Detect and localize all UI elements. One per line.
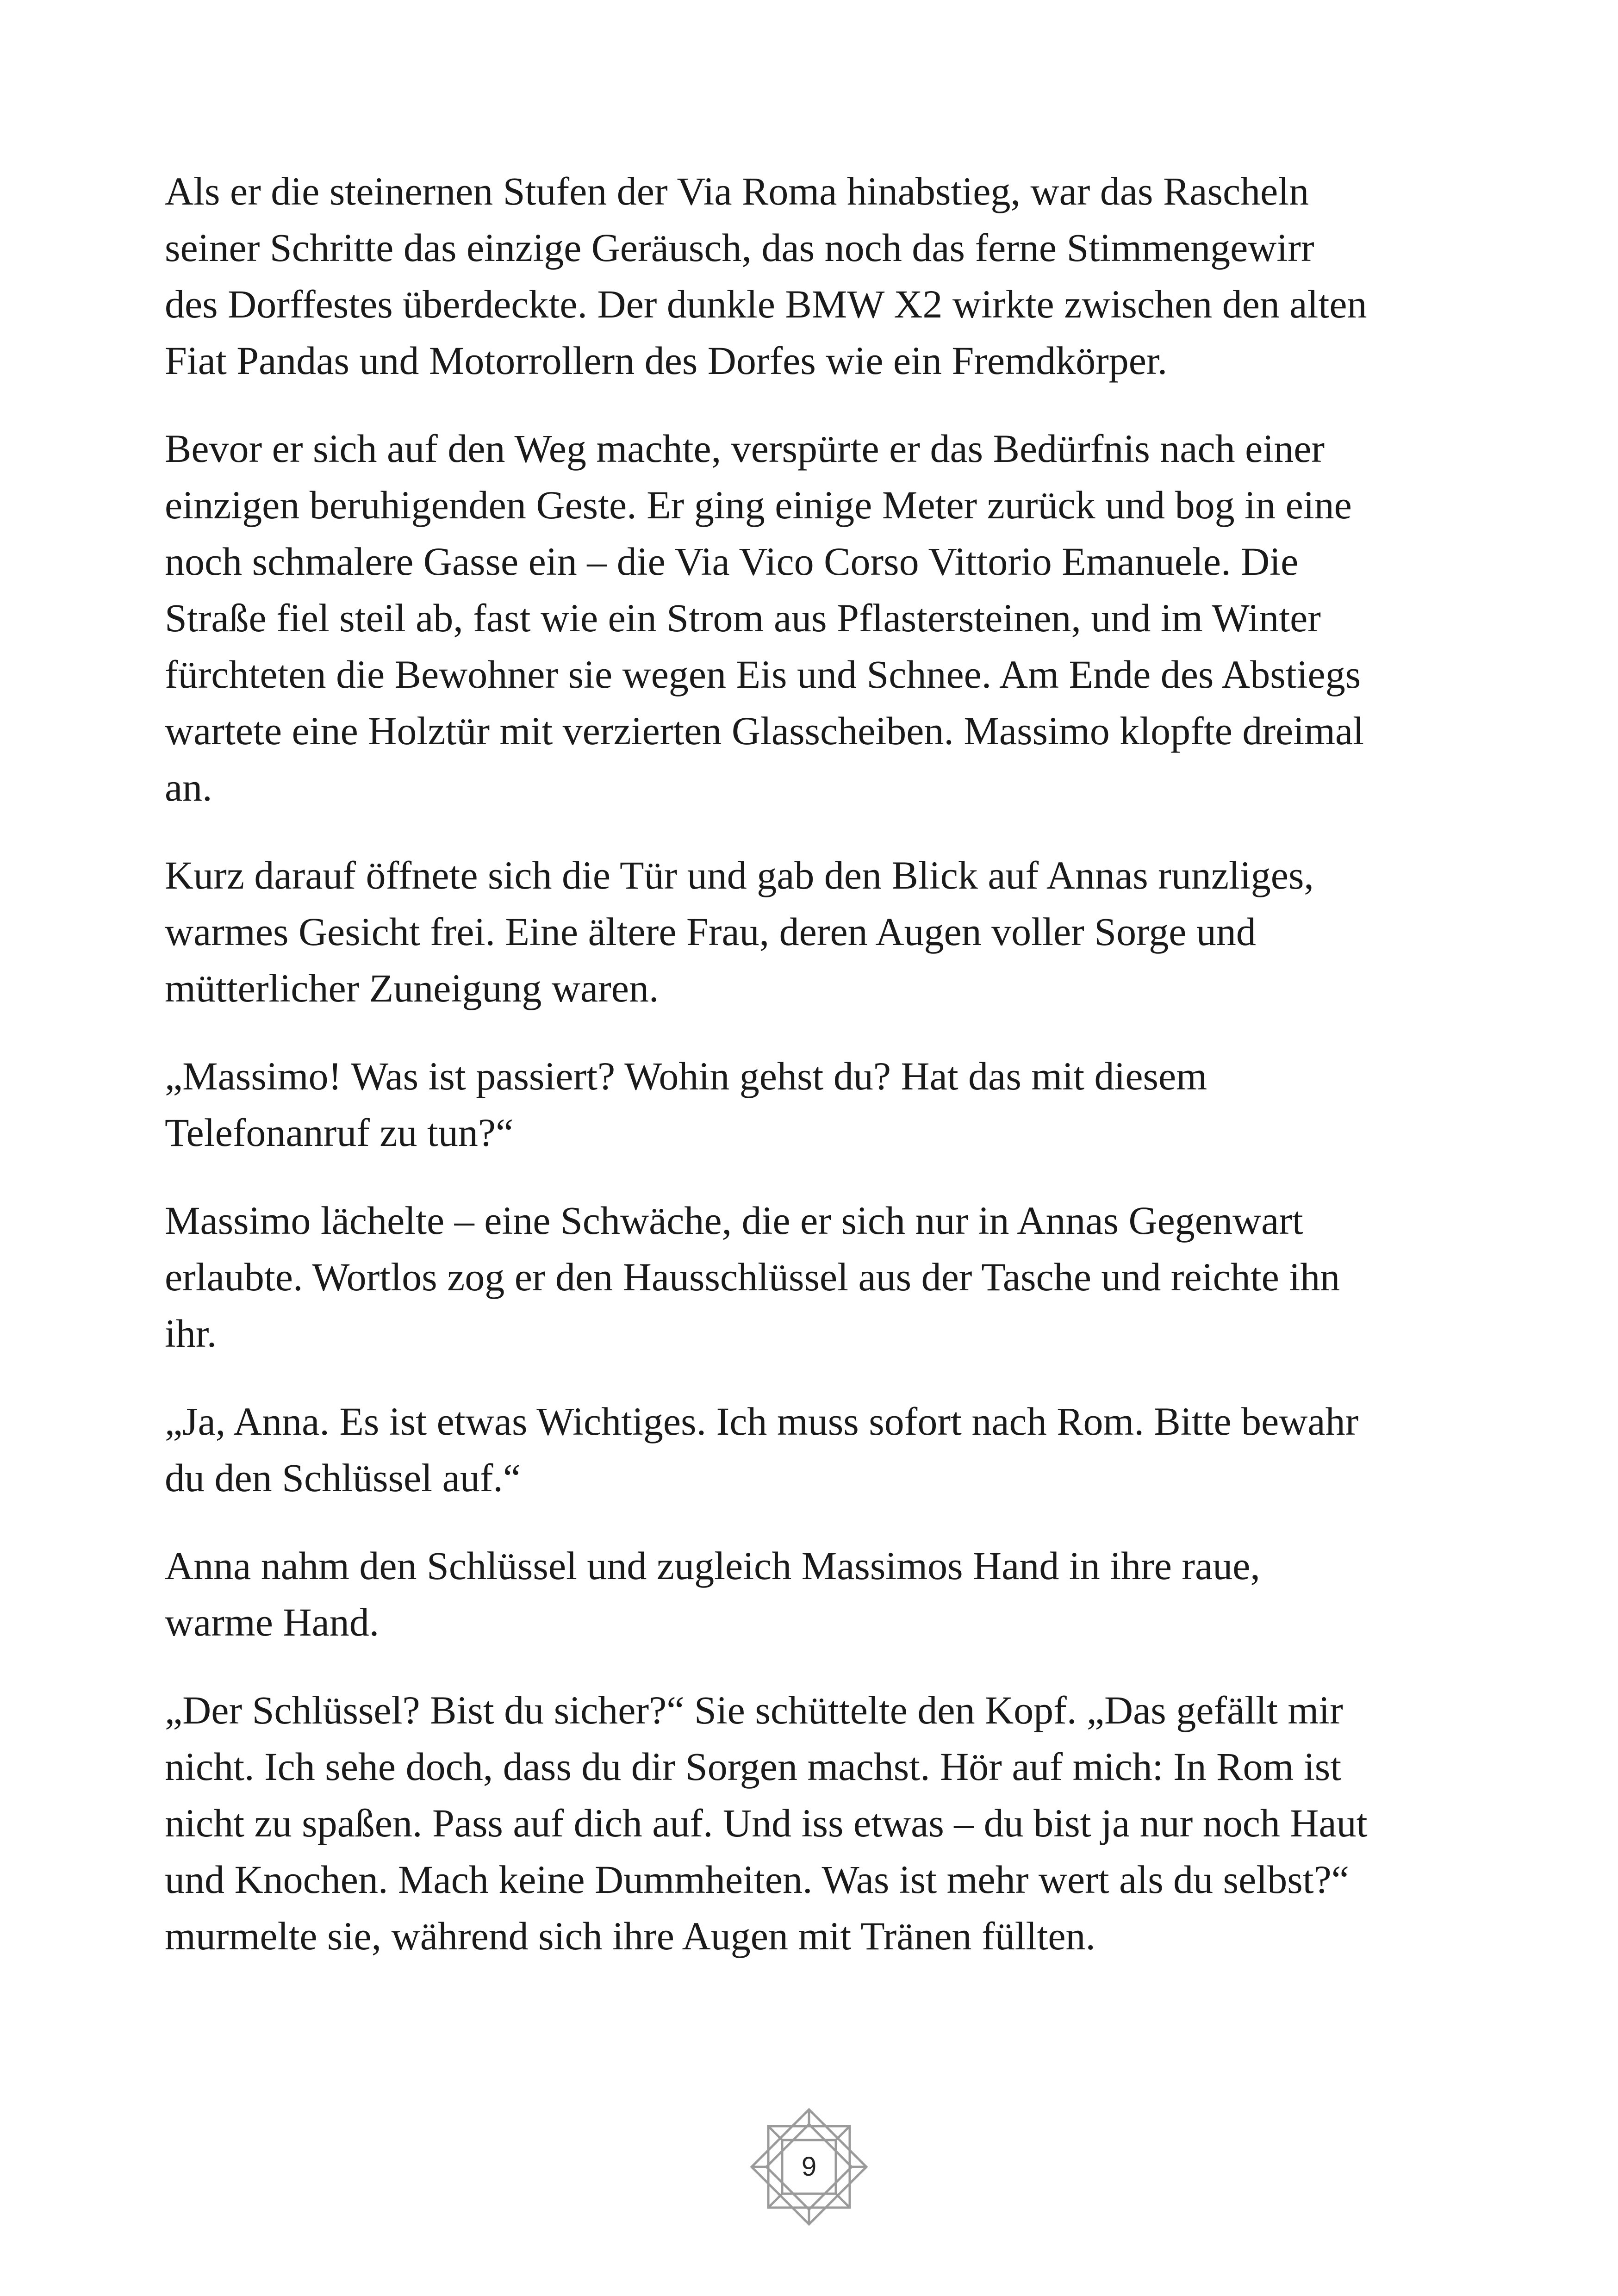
page-footer	[748, 2106, 870, 2228]
paragraph	[165, 1537, 1461, 1650]
text-line: nicht. Ich sehe doch, dass du dir Sorgen machst. Hör auf mich: In Rom ist	[165, 1744, 1342, 1789]
text-line: Als er die steinernen Stufen der Via Roma hinabstieg, war das Rascheln	[165, 169, 1309, 213]
text-line: Bevor er sich auf den Weg machte, verspürte er das Bedürfnis nach einer	[165, 426, 1325, 471]
text-line: warme Hand.	[165, 1600, 380, 1644]
text-line: warmes Gesicht frei. Eine ältere Frau, deren Augen voller Sorge und	[165, 909, 1256, 954]
text-line: und Knochen. Mach keine Dummheiten. Was ist mehr wert als du selbst?“	[165, 1857, 1349, 1902]
text-line: einzigen beruhigenden Geste. Er ging einige Meter zurück und bog in eine	[165, 483, 1352, 527]
paragraph	[165, 847, 1461, 1016]
paragraph	[165, 420, 1461, 815]
text-line: seiner Schritte das einzige Geräusch, das noch das ferne Stimmengewirr	[165, 225, 1314, 270]
text-line: Massimo lächelte – eine Schwäche, die er sich nur in Annas Gegenwart	[165, 1198, 1303, 1243]
text-line: „Der Schlüssel? Bist du sicher?“ Sie schüttelte den Kopf. „Das gefällt mir	[165, 1688, 1343, 1732]
text-line: wartete eine Holztür mit verzierten Glasscheiben. Massimo klopfte dreimal	[165, 709, 1364, 753]
text-line: mütterlicher Zuneigung waren.	[165, 966, 659, 1010]
body-text	[165, 163, 1461, 1996]
text-line: Kurz darauf öffnete sich die Tür und gab den Blick auf Annas runzliges,	[165, 853, 1314, 897]
text-line: „Ja, Anna. Es ist etwas Wichtiges. Ich muss sofort nach Rom. Bitte bewahr	[165, 1399, 1359, 1444]
text-line: erlaubte. Wortlos zog er den Hausschlüssel aus der Tasche und reichte ihn	[165, 1255, 1340, 1299]
text-line: des Dorffestes überdeckte. Der dunkle BMW X2 wirkte zwischen den alten	[165, 282, 1367, 326]
text-line: Straße fiel steil ab, fast wie ein Strom aus Pflastersteinen, und im Winter	[165, 596, 1321, 640]
page-number: 9	[801, 2152, 817, 2182]
text-line: murmelte sie, während sich ihre Augen mit Tränen füllten.	[165, 1914, 1096, 1958]
paragraph	[165, 1393, 1461, 1506]
text-line: an.	[165, 765, 212, 809]
paragraph	[165, 1048, 1461, 1161]
text-line: „Massimo! Was ist passiert? Wohin gehst du? Hat das mit diesem	[165, 1054, 1207, 1098]
paragraph	[165, 1192, 1461, 1362]
paragraph	[165, 1682, 1461, 1964]
text-line: nicht zu spaßen. Pass auf dich auf. Und iss etwas – du bist ja nur noch Haut	[165, 1801, 1368, 1845]
text-line: ihr.	[165, 1311, 217, 1356]
text-line: Anna nahm den Schlüssel und zugleich Massimos Hand in ihre raue,	[165, 1543, 1260, 1588]
text-line: fürchteten die Bewohner sie wegen Eis und Schnee. Am Ende des Abstiegs	[165, 652, 1361, 697]
text-line: Fiat Pandas und Motorrollern des Dorfes wie ein Fremdkörper.	[165, 338, 1168, 383]
text-line: Telefonanruf zu tun?“	[165, 1110, 514, 1155]
paragraph	[165, 163, 1461, 389]
text-line: noch schmalere Gasse ein – die Via Vico Corso Vittorio Emanuele. Die	[165, 539, 1299, 584]
text-line: du den Schlüssel auf.“	[165, 1456, 521, 1500]
